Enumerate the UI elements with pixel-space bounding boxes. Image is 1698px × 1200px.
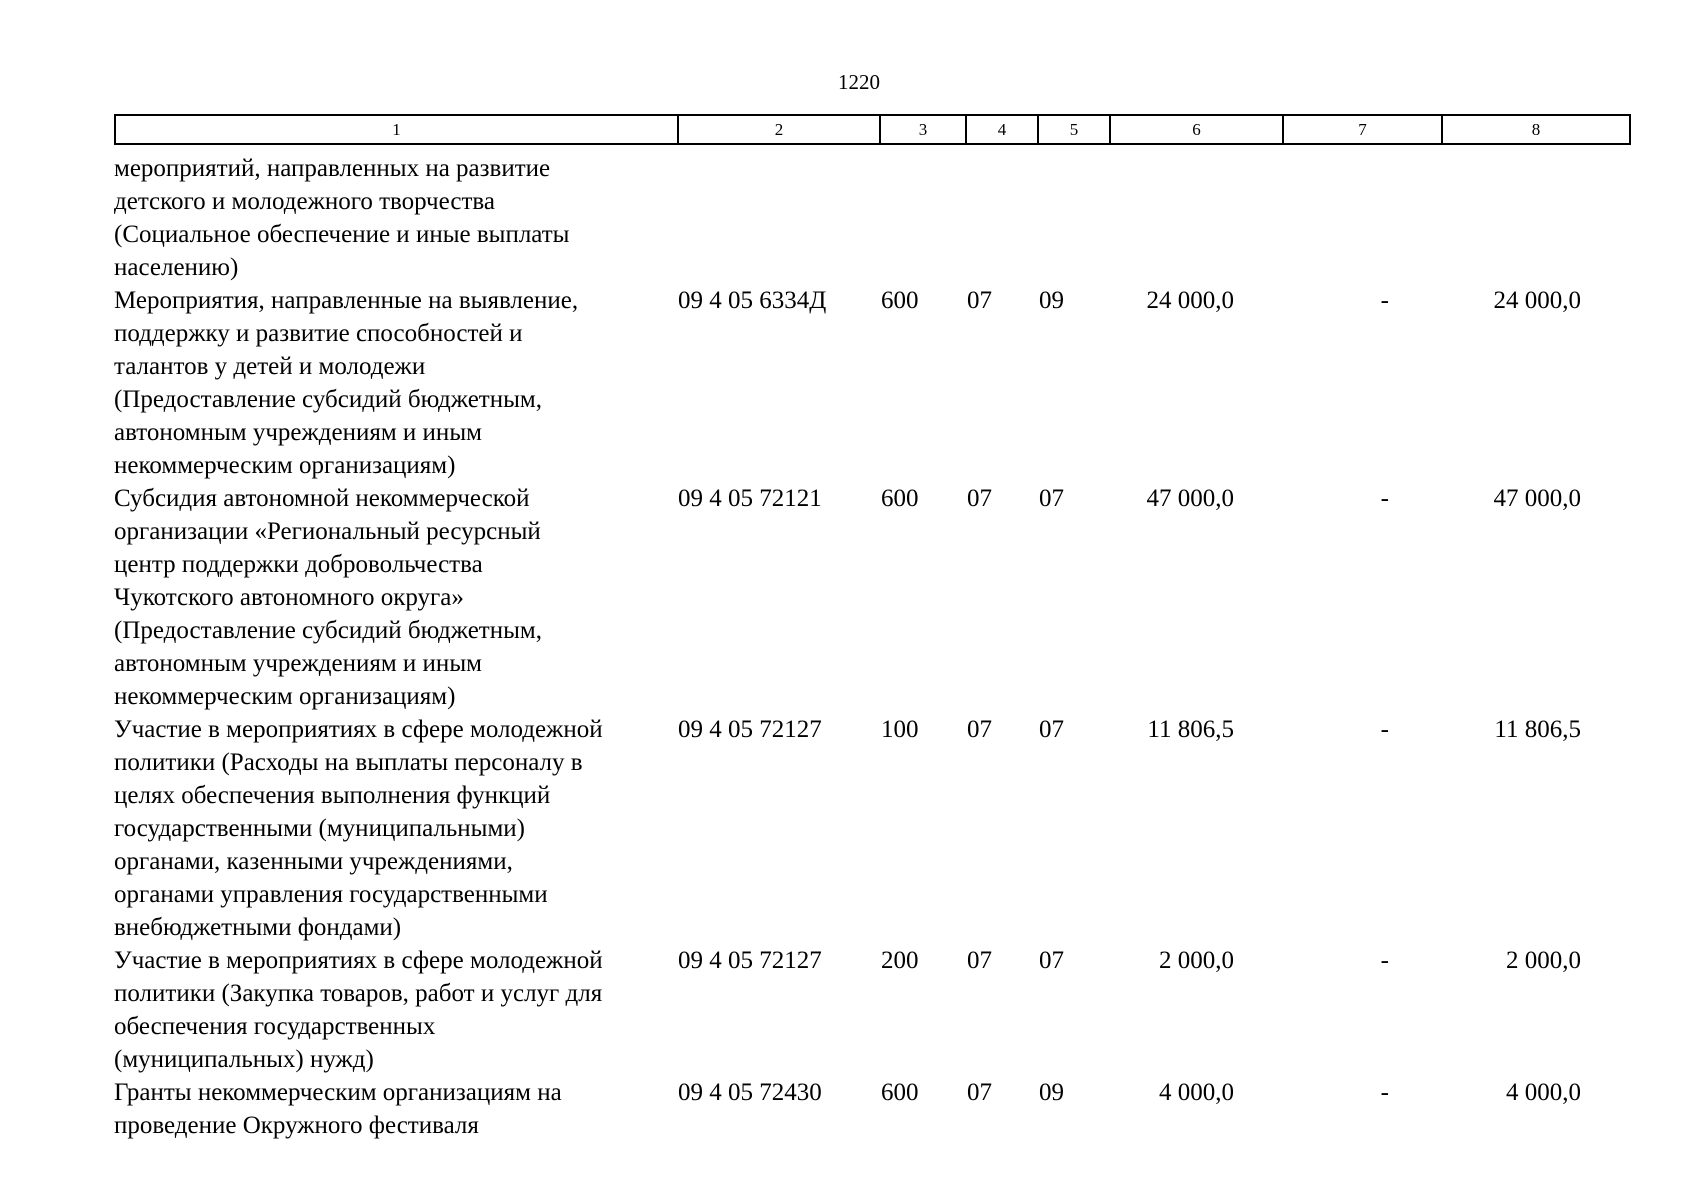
description-line: (муниципальных) нужд) (114, 1046, 374, 1073)
row-section-code: 07 (967, 287, 992, 314)
description-line: детского и молодежного творчества (114, 188, 495, 215)
column-number-7: 7 (1283, 115, 1442, 144)
row-expense-type: 600 (881, 1079, 919, 1106)
page-number: 1220 (838, 70, 880, 94)
column-number-1: 1 (115, 115, 678, 144)
row-budget-code: 09 4 05 72430 (678, 1079, 822, 1106)
column-number-6: 6 (1110, 115, 1283, 144)
row-amount: 4 000,0 (1159, 1079, 1234, 1106)
row-expense-type: 200 (881, 947, 919, 974)
row-change: - (1380, 287, 1389, 314)
description-line: проведение Окружного фестиваля (114, 1112, 479, 1139)
row-change: - (1380, 947, 1389, 974)
row-section-code: 07 (967, 947, 992, 974)
description-line: целях обеспечения выполнения функций (114, 782, 551, 809)
row-amount: 47 000,0 (1146, 485, 1234, 512)
row-subsection-code: 09 (1039, 287, 1064, 314)
description-line: Участие в мероприятиях в сфере молодежной (114, 716, 603, 743)
row-budget-code: 09 4 05 72127 (678, 716, 822, 743)
description-line: поддержку и развитие способностей и (114, 320, 523, 347)
row-total: 2 000,0 (1506, 947, 1581, 974)
row-budget-code: 09 4 05 72121 (678, 485, 822, 512)
table-row (114, 284, 1629, 482)
row-description (114, 482, 678, 713)
description-line: (Предоставление субсидий бюджетным, (114, 617, 542, 644)
row-change (1234, 152, 1389, 284)
column-number-2: 2 (678, 115, 880, 144)
description-line: центр поддержки добровольчества (114, 551, 483, 578)
row-description (114, 152, 678, 284)
row-budget-code: 09 4 05 72127 (678, 947, 822, 974)
table-row (114, 713, 1629, 944)
row-expense-type: 600 (881, 485, 919, 512)
row-subsection-code: 07 (1039, 485, 1064, 512)
description-line: некоммерческим организациям) (114, 452, 456, 479)
description-line: населению) (114, 254, 239, 281)
row-section-code (967, 152, 1039, 284)
row-total: 47 000,0 (1493, 485, 1581, 512)
row-subsection-code: 07 (1039, 716, 1064, 743)
row-total: 4 000,0 (1506, 1079, 1581, 1106)
budget-table-body (114, 152, 1629, 1142)
row-total: 11 806,5 (1494, 716, 1581, 743)
column-number-3: 3 (880, 115, 966, 144)
description-line: автономным учреждениям и иным (114, 419, 482, 446)
description-line: некоммерческим организациям) (114, 683, 456, 710)
column-number-4: 4 (966, 115, 1038, 144)
row-description (114, 944, 678, 1076)
table-row (114, 152, 1629, 284)
row-amount (1129, 152, 1234, 284)
row-change: - (1380, 716, 1389, 743)
row-subsection-code: 09 (1039, 1079, 1064, 1106)
row-total: 24 000,0 (1493, 287, 1581, 314)
description-line: талантов у детей и молодежи (114, 353, 426, 380)
row-subsection-code (1039, 152, 1129, 284)
row-change: - (1380, 1079, 1389, 1106)
row-budget-code (678, 152, 881, 284)
column-number-5: 5 (1038, 115, 1110, 144)
description-line: политики (Закупка товаров, работ и услуг для (114, 980, 603, 1007)
row-expense-type: 100 (881, 716, 919, 743)
table-row (114, 482, 1629, 713)
description-line: обеспечения государственных (114, 1013, 436, 1040)
row-amount: 24 000,0 (1146, 287, 1234, 314)
description-line: Чукотского автономного округа» (114, 584, 464, 611)
row-amount: 11 806,5 (1147, 716, 1234, 743)
description-line: внебюджетными фондами) (114, 914, 402, 941)
description-line: Мероприятия, направленные на выявление, (114, 287, 579, 314)
row-section-code: 07 (967, 485, 992, 512)
description-line: политики (Расходы на выплаты персоналу в (114, 749, 583, 776)
description-line: (Предоставление субсидий бюджетным, (114, 386, 542, 413)
row-expense-type (881, 152, 967, 284)
row-total (1389, 152, 1581, 284)
description-line: автономным учреждениям и иным (114, 650, 482, 677)
description-line: организации «Региональный ресурсный (114, 518, 541, 545)
description-line: органами, казенными учреждениями, (114, 848, 513, 875)
table-row (114, 944, 1629, 1076)
row-change: - (1380, 485, 1389, 512)
column-number-header (114, 114, 1631, 145)
description-line: Гранты некоммерческим организациям на (114, 1079, 562, 1106)
row-amount: 2 000,0 (1159, 947, 1234, 974)
row-description (114, 713, 678, 944)
row-section-code: 07 (967, 716, 992, 743)
row-subsection-code: 07 (1039, 947, 1064, 974)
description-line: государственными (муниципальными) (114, 815, 525, 842)
table-row (114, 1076, 1629, 1142)
column-number-8: 8 (1442, 115, 1630, 144)
row-description (114, 1076, 678, 1142)
row-expense-type: 600 (881, 287, 919, 314)
description-line: Участие в мероприятиях в сфере молодежной (114, 947, 603, 974)
description-line: органами управления государственными (114, 881, 548, 908)
description-line: Субсидия автономной некоммерческой (114, 485, 530, 512)
description-line: (Социальное обеспечение и иные выплаты (114, 221, 570, 248)
row-section-code: 07 (967, 1079, 992, 1106)
row-budget-code: 09 4 05 6334Д (678, 287, 827, 314)
description-line: мероприятий, направленных на развитие (114, 155, 551, 182)
row-description (114, 284, 678, 482)
